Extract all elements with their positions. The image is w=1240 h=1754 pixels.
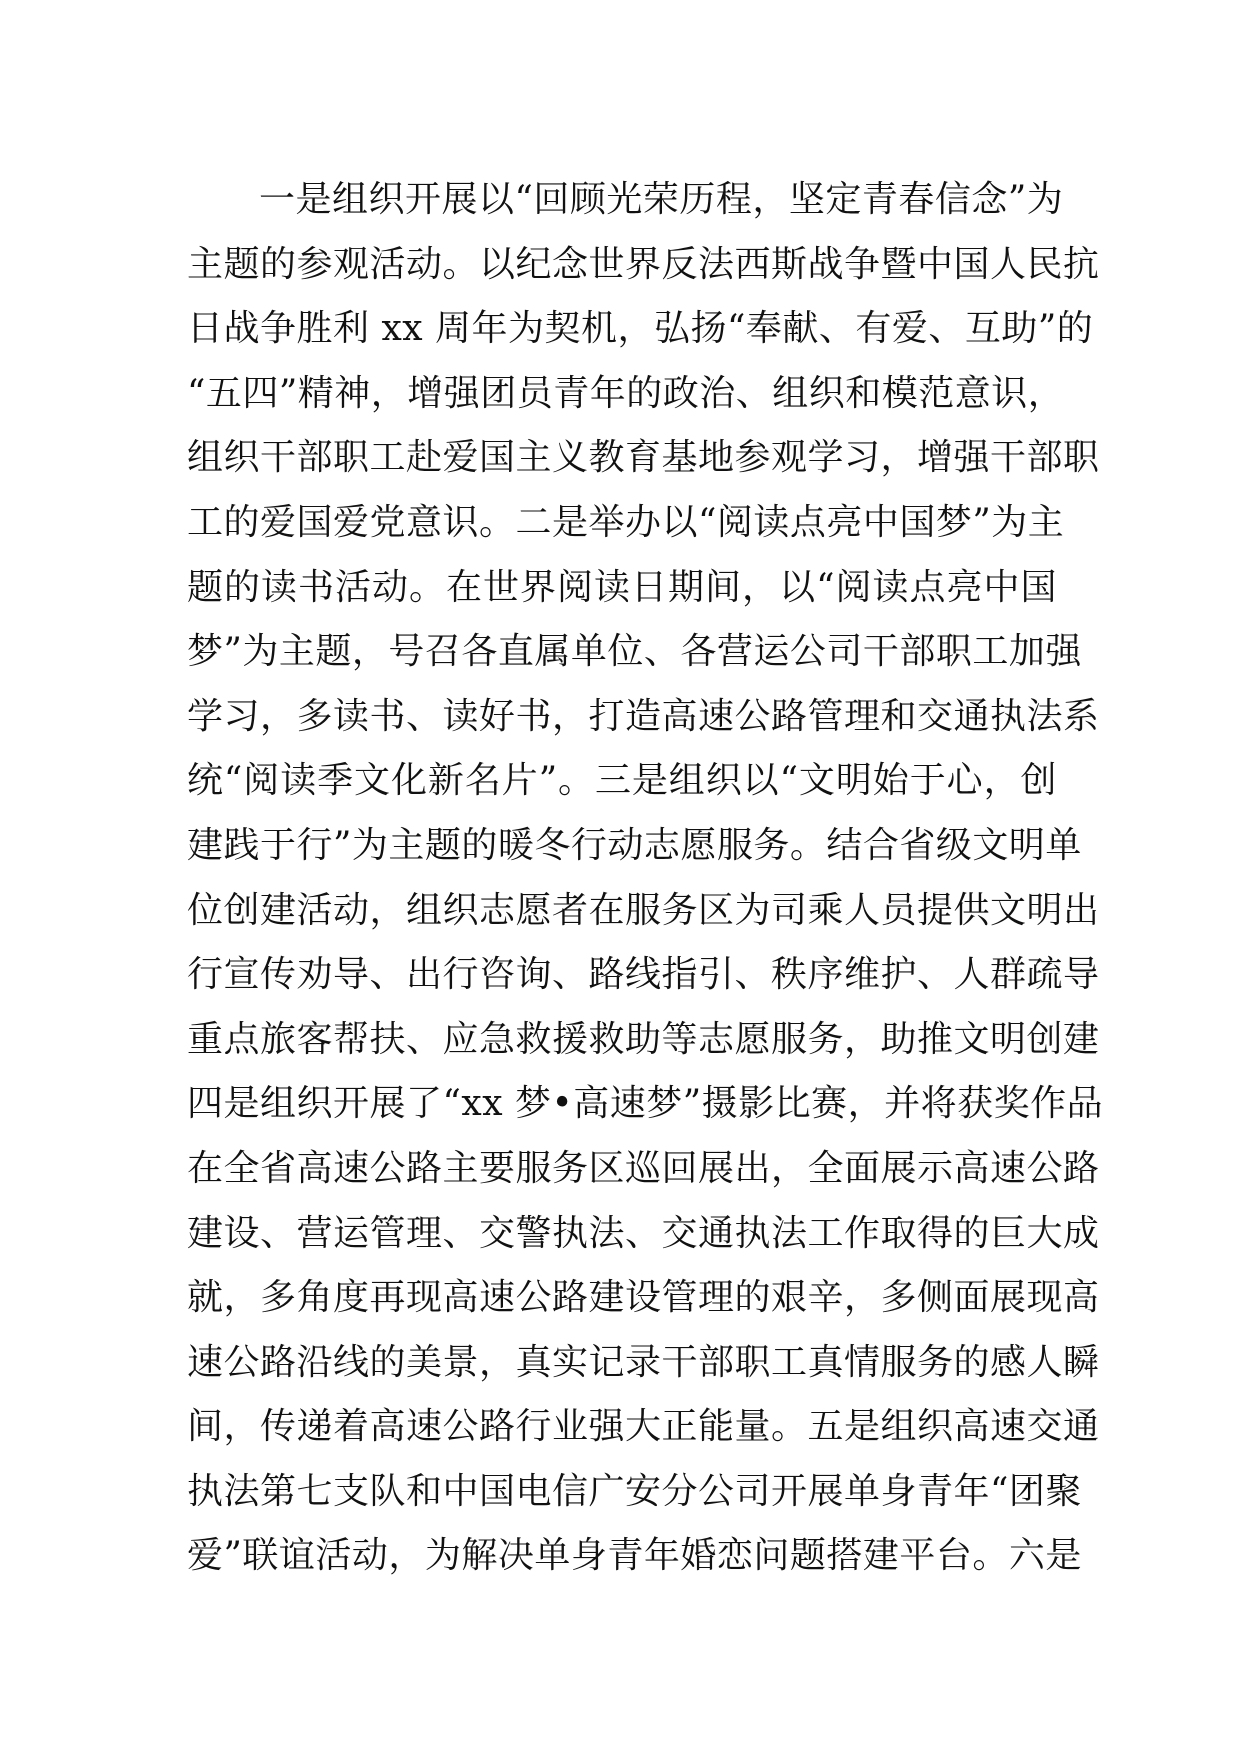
text-line: “五四”精神，增强团员青年的政治、组织和模范意识， <box>187 372 1065 414</box>
text-line: 就，多角度再现高速公路建设管理的艰辛，多侧面展现高 <box>187 1277 1100 1319</box>
text-line: 爱”联谊活动，为解决单身青年婚恋问题搭建平台。六是 <box>187 1535 1082 1577</box>
body-paragraph <box>187 168 1104 1589</box>
text-line: 组织干部职工赴爱国主义教育基地参观学习，增强干部职 <box>187 437 1100 479</box>
text-line: 统“阅读季文化新名片”。三是组织以“文明始于心，创 <box>187 760 1057 802</box>
text-line: 在全省高速公路主要服务区巡回展出，全面展示高速公路 <box>187 1147 1100 1189</box>
text-line: 四是组织开展了“xx 梦•高速梦”摄影比赛，并将获奖作品 <box>187 1083 1104 1125</box>
text-line: 重点旅客帮扶、应急救援救助等志愿服务，助推文明创建 <box>187 1018 1100 1060</box>
text-line: 行宣传劝导、出行咨询、路线指引、秩序维护、人群疏导 <box>187 954 1100 996</box>
text-line: 位创建活动，组织志愿者在服务区为司乘人员提供文明出 <box>187 889 1100 931</box>
text-line: 日战争胜利 xx 周年为契机，弘扬“奉献、有爱、互助”的 <box>187 308 1094 350</box>
text-line: 学习，多读书、读好书，打造高速公路管理和交通执法系 <box>187 695 1100 737</box>
text-line: 建践于行”为主题的暖冬行动志愿服务。结合省级文明单 <box>187 824 1082 866</box>
text-line: 题的读书活动。在世界阅读日期间，以“阅读点亮中国 <box>187 566 1057 608</box>
text-line: 一是组织开展以“回顾光荣历程，坚定青春信念”为 <box>259 179 1064 220</box>
text-line: 执法第七支队和中国电信广安分公司开展单身青年“团聚 <box>187 1470 1082 1512</box>
text-line: 工的爱国爱党意识。二是举办以“阅读点亮中国梦”为主 <box>187 501 1065 543</box>
text-line: 间，传递着高速公路行业强大正能量。五是组织高速交通 <box>187 1406 1100 1448</box>
text-line: 梦”为主题，号召各直属单位、各营运公司干部职工加强 <box>187 631 1082 673</box>
text-line: 建设、营运管理、交警执法、交通执法工作取得的巨大成 <box>187 1212 1100 1254</box>
text-line: 主题的参观活动。以纪念世界反法西斯战争暨中国人民抗 <box>187 243 1100 285</box>
text-line: 速公路沿线的美景，真实记录干部职工真情服务的感人瞬 <box>187 1341 1100 1383</box>
